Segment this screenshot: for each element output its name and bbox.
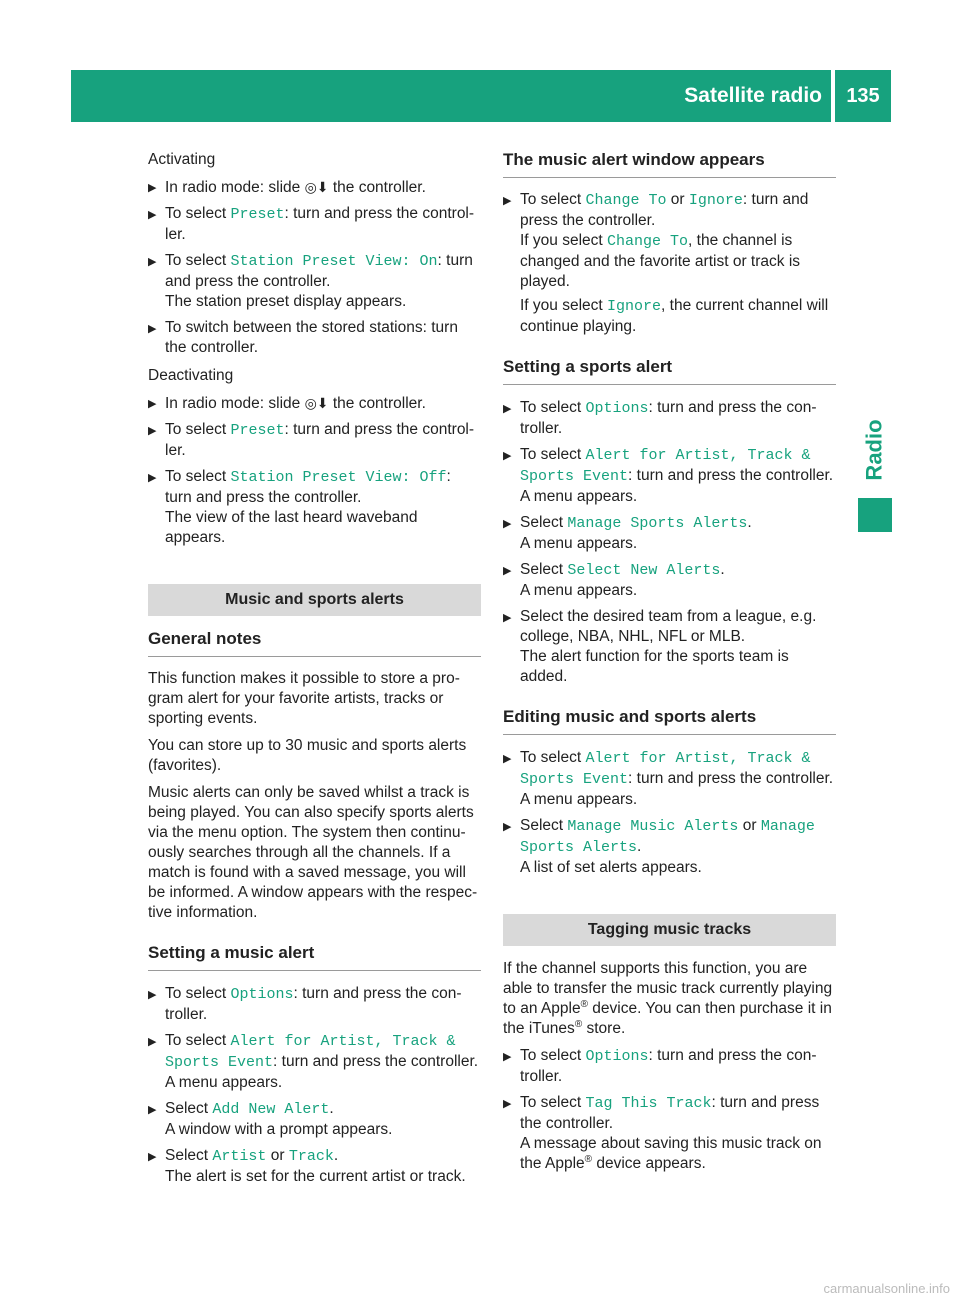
step-text: .	[637, 838, 642, 855]
arrow-icon: ▶	[503, 403, 512, 415]
step-result: A menu appears.	[520, 791, 638, 808]
step-result: A message about saving this music track on the Apple	[520, 1135, 822, 1172]
step-text: : turn and press the con-troller.	[520, 1047, 817, 1085]
heading-music-alert: Setting a music alert	[148, 943, 481, 971]
step-text: the controller.	[328, 179, 426, 196]
menu-option: Manage Sports Alerts	[520, 818, 815, 856]
left-column	[148, 150, 481, 1193]
step-text: To select	[165, 985, 231, 1002]
menu-option: Tag This Track	[585, 1095, 712, 1112]
step-text: Select	[165, 1100, 213, 1117]
arrow-icon: ▶	[148, 256, 157, 268]
registered-mark: ®	[574, 1018, 583, 1030]
step-text: or	[738, 817, 761, 834]
step-result: A window with a prompt appears.	[165, 1121, 393, 1138]
menu-option: Alert for Artist, Track & Sports Event	[165, 1033, 456, 1071]
page-number: 135	[835, 70, 891, 122]
arrow-icon: ▶	[148, 425, 157, 437]
side-section-text: Radio	[862, 419, 887, 481]
step-text: To select	[520, 446, 586, 463]
step-text: To select	[165, 205, 231, 222]
menu-option: Track	[288, 1148, 334, 1165]
step-text: : turn and press the control-ler.	[165, 205, 475, 243]
step-text: the controller.	[328, 395, 426, 412]
side-tab-marker	[858, 498, 892, 532]
menu-option: Preset	[230, 206, 285, 223]
music-step-2	[148, 1031, 481, 1093]
deact-step-2	[148, 420, 481, 461]
act-step-4	[148, 318, 481, 358]
step-text: or	[266, 1147, 289, 1164]
music-step-4	[148, 1146, 481, 1187]
step-text: To select	[165, 421, 231, 438]
heading-sports-alert: Setting a sports alert	[503, 357, 836, 385]
deact-step-1	[148, 393, 481, 414]
menu-option: Manage Sports Alerts	[567, 515, 748, 532]
tagging-step-1	[503, 1046, 836, 1087]
step-text: To select	[520, 399, 586, 416]
arrow-icon: ▶	[503, 821, 512, 833]
step-result: The alert function for the sports team is added.	[520, 648, 789, 685]
step-result: If you select	[520, 297, 608, 314]
step-text: To select	[520, 191, 586, 208]
general-notes-p1: This function makes it possible to store a pro-gram alert for your favorite artists, tracks or sporting events.	[148, 670, 460, 727]
step-text: : turn and press the control-ler.	[165, 421, 475, 459]
menu-option: Change To	[607, 233, 689, 250]
menu-option: Alert for Artist, Track & Sports Event	[520, 750, 811, 788]
step-text: Select	[165, 1147, 213, 1164]
step-text: Select the desired team from a league, e.g. college, NBA, NHL, NFL or MLB.	[520, 608, 817, 645]
step-text: In radio mode: slide	[165, 395, 305, 412]
watermark: carmanualsonline.info	[823, 1281, 950, 1296]
menu-option: Manage Music Alerts	[567, 818, 739, 835]
arrow-icon: ▶	[148, 1036, 157, 1048]
step-text: : turn and press the controller.	[520, 191, 809, 229]
arrow-icon: ▶	[503, 612, 512, 624]
arrow-icon: ▶	[148, 989, 157, 1001]
side-section-label	[858, 420, 892, 480]
step-result: device appears.	[592, 1155, 706, 1172]
act-step-2	[148, 204, 481, 245]
step-text: .	[720, 561, 725, 578]
menu-option: Change To	[585, 192, 667, 209]
general-notes-p3: Music alerts can only be saved whilst a track is being played. You can also specify sports alerts via the menu option. The system then continu-ously searches through all the channels. If a match is found with a saved message, you will be informed. A window appears with the respec-tive information.	[148, 784, 478, 921]
general-notes-p2: You can store up to 30 music and sports alerts (favorites).	[148, 737, 467, 774]
step-text: To select	[520, 1047, 586, 1064]
registered-mark: ®	[584, 1153, 593, 1165]
step-text: : turn and press the controller.	[273, 1053, 479, 1070]
sports-step-4	[503, 560, 836, 601]
activating-label: Activating	[148, 151, 216, 168]
step-result: The alert is set for the current artist or track.	[165, 1168, 466, 1185]
step-text: To select	[165, 468, 231, 485]
step-text: : turn and press the controller.	[628, 770, 834, 787]
step-result: A menu appears.	[520, 535, 638, 552]
arrow-icon: ▶	[503, 450, 512, 462]
step-text: : turn and press the controller.	[165, 252, 473, 290]
menu-option: Add New Alert	[212, 1101, 330, 1118]
arrow-icon: ▶	[148, 209, 157, 221]
heading-music-alert-window: The music alert window appears	[503, 150, 836, 178]
controller-slide-icon: ◎⬇	[304, 395, 329, 411]
step-text: : turn and press the controller.	[520, 1094, 820, 1132]
section-band-tagging: Tagging music tracks	[503, 914, 836, 946]
step-text: .	[747, 514, 752, 531]
step-result: , the channel is changed and the favorite artist or track is played.	[520, 232, 801, 290]
step-result: , the current channel will continue playing.	[520, 297, 829, 335]
menu-option: Station Preset View: On	[230, 253, 438, 270]
step-result: The station preset display appears.	[165, 293, 407, 310]
heading-editing-alerts: Editing music and sports alerts	[503, 707, 836, 735]
step-text: : turn and press the controller.	[165, 468, 451, 506]
menu-option: Select New Alerts	[567, 562, 721, 579]
arrow-icon: ▶	[503, 565, 512, 577]
menu-option: Station Preset View: Off	[230, 469, 447, 486]
section-band-music-sports: Music and sports alerts	[148, 584, 481, 616]
arrow-icon: ▶	[148, 472, 157, 484]
music-step-3	[148, 1099, 481, 1140]
step-result: A menu appears.	[520, 582, 638, 599]
step-text: To select	[165, 252, 231, 269]
step-text: In radio mode: slide	[165, 179, 305, 196]
editing-step-1	[503, 748, 836, 810]
step-text: : turn and press the controller.	[628, 467, 834, 484]
step-text: To select	[165, 1032, 231, 1049]
menu-option: Ignore	[688, 192, 743, 209]
menu-option: Artist	[212, 1148, 267, 1165]
step-result: If you select	[520, 232, 608, 249]
arrow-icon: ▶	[148, 182, 157, 194]
step-result: A menu appears.	[520, 488, 638, 505]
arrow-icon: ▶	[503, 1051, 512, 1063]
tagging-text: If the channel supports this function, you are able to transfer the music track currently playing to an Apple	[503, 960, 833, 1017]
step-text: .	[329, 1100, 334, 1117]
act-step-3	[148, 251, 481, 312]
tagging-text: store.	[582, 1020, 626, 1037]
sports-step-2	[503, 445, 836, 507]
editing-step-2	[503, 816, 836, 878]
step-text: To switch between the stored stations: turn the controller.	[165, 319, 458, 356]
controller-slide-icon: ◎⬇	[304, 179, 329, 195]
arrow-icon: ▶	[148, 1104, 157, 1116]
step-text: : turn and press the con-troller.	[165, 985, 462, 1023]
menu-option: Ignore	[607, 298, 662, 315]
menu-option: Options	[585, 1048, 649, 1065]
arrow-icon: ▶	[148, 398, 157, 410]
step-text: Select	[520, 817, 568, 834]
step-result: A list of set alerts appears.	[520, 859, 702, 876]
step-result: The view of the last heard waveband appears.	[165, 509, 418, 546]
menu-option: Options	[230, 986, 294, 1003]
step-text: Select	[520, 514, 568, 531]
menu-option: Alert for Artist, Track & Sports Event	[520, 447, 811, 485]
step-text: To select	[520, 749, 586, 766]
deactivating-label: Deactivating	[148, 367, 234, 384]
sports-step-1	[503, 398, 836, 439]
right-column	[503, 150, 836, 1180]
act-step-1	[148, 177, 481, 198]
sports-step-5	[503, 607, 836, 687]
tagging-step-2	[503, 1093, 836, 1174]
registered-mark: ®	[580, 998, 588, 1010]
deact-step-3	[148, 467, 481, 548]
arrow-icon: ▶	[148, 323, 157, 335]
step-text: : turn and press the con-troller.	[520, 399, 817, 437]
sports-step-3	[503, 513, 836, 554]
heading-general-notes: General notes	[148, 629, 481, 657]
step-text: .	[333, 1147, 339, 1164]
menu-option: Preset	[230, 422, 285, 439]
step-text: Select	[520, 561, 568, 578]
arrow-icon: ▶	[503, 518, 512, 530]
menu-option: Options	[585, 400, 649, 417]
step-result: A menu appears.	[165, 1074, 283, 1091]
tagging-text: device. You can then purchase it in the iTunes	[503, 1000, 832, 1037]
header-title: Satellite radio	[684, 84, 822, 107]
step-text: To select	[520, 1094, 586, 1111]
arrow-icon: ▶	[148, 1151, 157, 1163]
step-text: or	[666, 191, 689, 208]
window-step-1	[503, 190, 836, 337]
arrow-icon: ▶	[503, 753, 512, 765]
arrow-icon: ▶	[503, 195, 512, 207]
music-step-1	[148, 984, 481, 1025]
tagging-intro	[503, 959, 836, 1039]
arrow-icon: ▶	[503, 1098, 512, 1110]
